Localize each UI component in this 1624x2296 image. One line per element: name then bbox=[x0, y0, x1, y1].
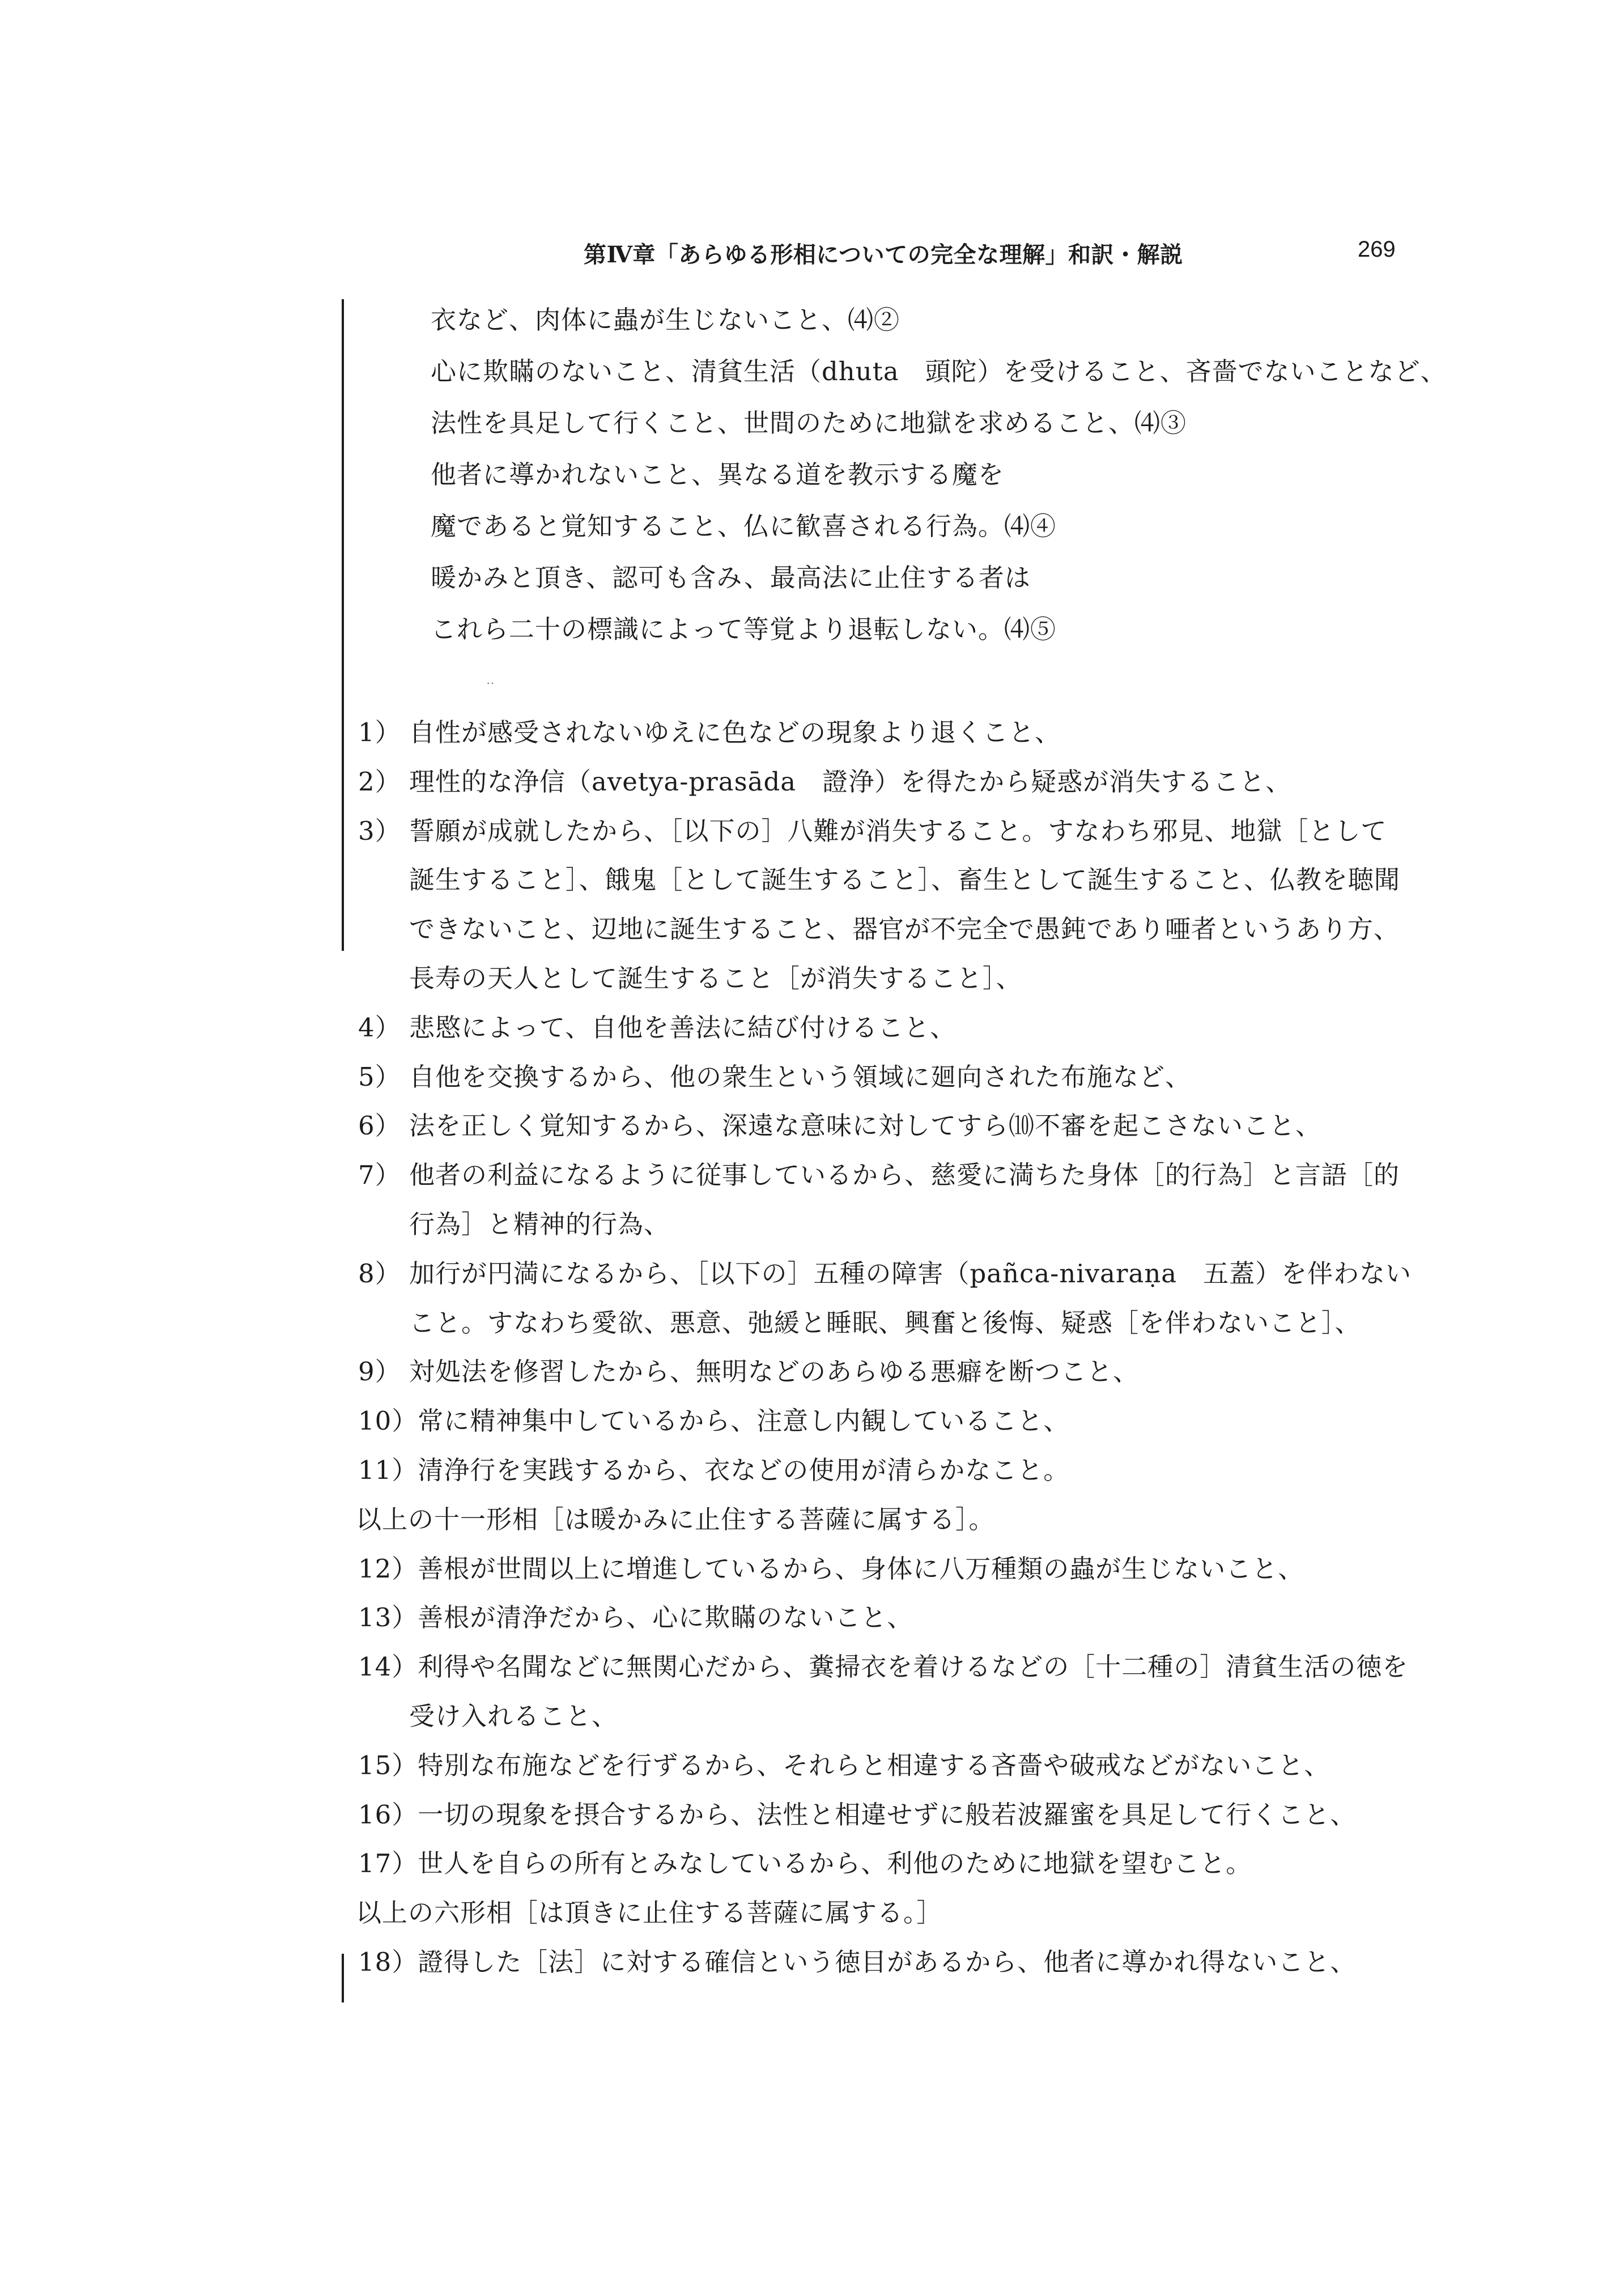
item-number: 13） bbox=[358, 1602, 418, 1632]
item-text: 受け入れること、 bbox=[409, 1701, 618, 1731]
item-text: 世人を自らの所有とみなしているから、利他のために地獄を望むこと。 bbox=[418, 1848, 1252, 1878]
item-text: 自性が感受されないゆえに色などの現象より退くこと、 bbox=[409, 717, 1061, 747]
item-text: 長寿の天人として誕生すること［が消失すること］、 bbox=[409, 963, 1022, 993]
item-number: 2） bbox=[358, 767, 401, 797]
item-number: 12） bbox=[358, 1554, 418, 1584]
item-text: こと。すなわち愛欲、悪意、弛緩と睡眠、興奮と後悔、疑惑［を伴わないこと］、 bbox=[409, 1308, 1361, 1338]
item-number: 15） bbox=[358, 1750, 418, 1780]
commentary-line bbox=[358, 1154, 1400, 1191]
item-text: 證得した［法］に対する確信という徳目があるから、他者に導かれ得ないこと、 bbox=[418, 1947, 1357, 1977]
item-text: 常に精神集中しているから、注意し内観していること、 bbox=[418, 1406, 1070, 1436]
item-number: 6） bbox=[358, 1111, 401, 1141]
commentary-line bbox=[358, 859, 1400, 896]
item-number: 8） bbox=[358, 1258, 401, 1289]
commentary-line bbox=[358, 1843, 1252, 1880]
item-text: 自他を交換するから、他の衆生という領域に廻向された布施など、 bbox=[409, 1062, 1192, 1092]
verse-line: 衣など、肉体に蟲が生じないこと、⑷② bbox=[431, 305, 900, 335]
item-text: 対処法を修習したから、無明などのあらゆる悪癖を断つこと、 bbox=[409, 1357, 1140, 1387]
verse-line: 暖かみと頂き、認可も含み、最高法に止住する者は bbox=[431, 563, 1031, 593]
item-number: 7） bbox=[358, 1160, 401, 1190]
verse-line: 法性を具足して行くこと、世間のために地獄を求めること、⑷③ bbox=[431, 408, 1187, 438]
commentary-line bbox=[358, 1302, 1361, 1339]
item-number: 11） bbox=[358, 1455, 418, 1485]
item-number: 16） bbox=[358, 1800, 418, 1830]
item-text: 誕生すること］、餓鬼［として誕生すること］、畜生として誕生すること、仏教を聴聞 bbox=[409, 865, 1401, 895]
commentary-line bbox=[358, 1794, 1356, 1831]
commentary-line bbox=[358, 1351, 1139, 1388]
item-number: 18） bbox=[358, 1947, 418, 1977]
summary-line bbox=[356, 1499, 995, 1536]
commentary-line bbox=[358, 908, 1400, 945]
commentary-line bbox=[358, 1548, 1304, 1585]
commentary-line bbox=[358, 1007, 956, 1044]
margin-rule-top bbox=[342, 299, 344, 951]
item-text: 誓願が成就したから、［以下の］八難が消失すること。すなわち邪見、地獄［として bbox=[409, 816, 1387, 846]
item-number: 17） bbox=[358, 1848, 418, 1878]
commentary-line bbox=[358, 1695, 618, 1732]
item-text: 特別な布施などを行ずるから、それらと相違する吝嗇や破戒などがないこと、 bbox=[418, 1750, 1330, 1780]
commentary-line bbox=[358, 1449, 1069, 1486]
commentary-line bbox=[358, 761, 1291, 798]
commentary-line bbox=[358, 1253, 1412, 1290]
summary-line bbox=[356, 1892, 943, 1929]
commentary-line bbox=[358, 810, 1387, 847]
item-text: できないこと、辺地に誕生すること、器官が不完全で愚鈍であり唖者というあり方、 bbox=[409, 914, 1400, 944]
running-header-title: 第Ⅳ章「あらゆる形相についての完全な理解」和訳・解説 bbox=[584, 241, 1183, 268]
verse-line: 心に欺瞞のないこと、清貧生活（dhuta 頭陀）を受けること、吝嗇でないことなど、 bbox=[431, 356, 1447, 386]
commentary-line bbox=[358, 958, 1022, 994]
commentary-line bbox=[358, 1400, 1069, 1437]
commentary-line bbox=[358, 1941, 1356, 1978]
page-number: 269 bbox=[1358, 237, 1396, 262]
item-number: 9） bbox=[358, 1357, 401, 1387]
commentary-line bbox=[358, 1597, 913, 1634]
item-text: 理性的な浄信（avetya-prasāda 證浄）を得たから疑惑が消失すること、 bbox=[409, 767, 1292, 797]
item-text: 加行が円満になるから、［以下の］五種の障害（pañca-nivaraṇa 五蓋）を伴わない bbox=[409, 1258, 1412, 1289]
item-text: 善根が世間以上に増進しているから、身体に八万種類の蟲が生じないこと、 bbox=[418, 1554, 1304, 1584]
commentary-line bbox=[358, 1745, 1330, 1781]
item-text: 法を正しく覚知するから、深遠な意味に対してすら⑽不審を起こさないこと、 bbox=[409, 1111, 1322, 1141]
item-text: 以上の十一形相［は暖かみに止住する菩薩に属する］。 bbox=[356, 1504, 995, 1534]
item-text: 清浄行を実践するから、衣などの使用が清らかなこと。 bbox=[418, 1455, 1070, 1485]
commentary-line bbox=[358, 1204, 670, 1240]
commentary-line bbox=[358, 1646, 1408, 1683]
commentary-line bbox=[358, 712, 1061, 749]
item-text: 一切の現象を摂合するから、法性と相違せずに般若波羅蜜を具足して行くこと、 bbox=[418, 1800, 1357, 1830]
item-text: 以上の六形相［は頂きに止住する菩薩に属する。］ bbox=[356, 1898, 943, 1928]
commentary-line bbox=[358, 1105, 1321, 1142]
item-text: 行為］と精神的行為、 bbox=[409, 1209, 670, 1239]
verse-line: 魔であると覚知すること、仏に歓喜される行為。⑷④ bbox=[431, 511, 1057, 541]
verse-line: これら二十の標識によって等覚より退転しない。⑷⑤ bbox=[431, 614, 1057, 644]
item-number: 1） bbox=[358, 717, 401, 747]
item-text: 利得や名聞などに無関心だから、糞掃衣を着けるなどの［十二種の］清貧生活の徳を bbox=[418, 1652, 1409, 1682]
item-number: 14） bbox=[358, 1652, 418, 1682]
item-number: 5） bbox=[358, 1062, 401, 1092]
item-number: 4） bbox=[358, 1013, 401, 1043]
commentary-line bbox=[358, 1056, 1191, 1093]
item-text: 悲愍によって、自他を善法に結び付けること、 bbox=[409, 1013, 956, 1043]
item-text: 他者の利益になるように従事しているから、慈愛に満ちた身体［的行為］と言語［的 bbox=[409, 1160, 1400, 1190]
item-number: 3） bbox=[358, 816, 401, 846]
verse-line: 他者に導かれないこと、異なる道を教示する魔を bbox=[431, 460, 1005, 490]
stray-mark: ‥ bbox=[486, 673, 495, 687]
item-text: 善根が清浄だから、心に欺瞞のないこと、 bbox=[418, 1602, 913, 1632]
margin-rule-bottom bbox=[342, 1954, 344, 2002]
item-number: 10） bbox=[358, 1406, 418, 1436]
